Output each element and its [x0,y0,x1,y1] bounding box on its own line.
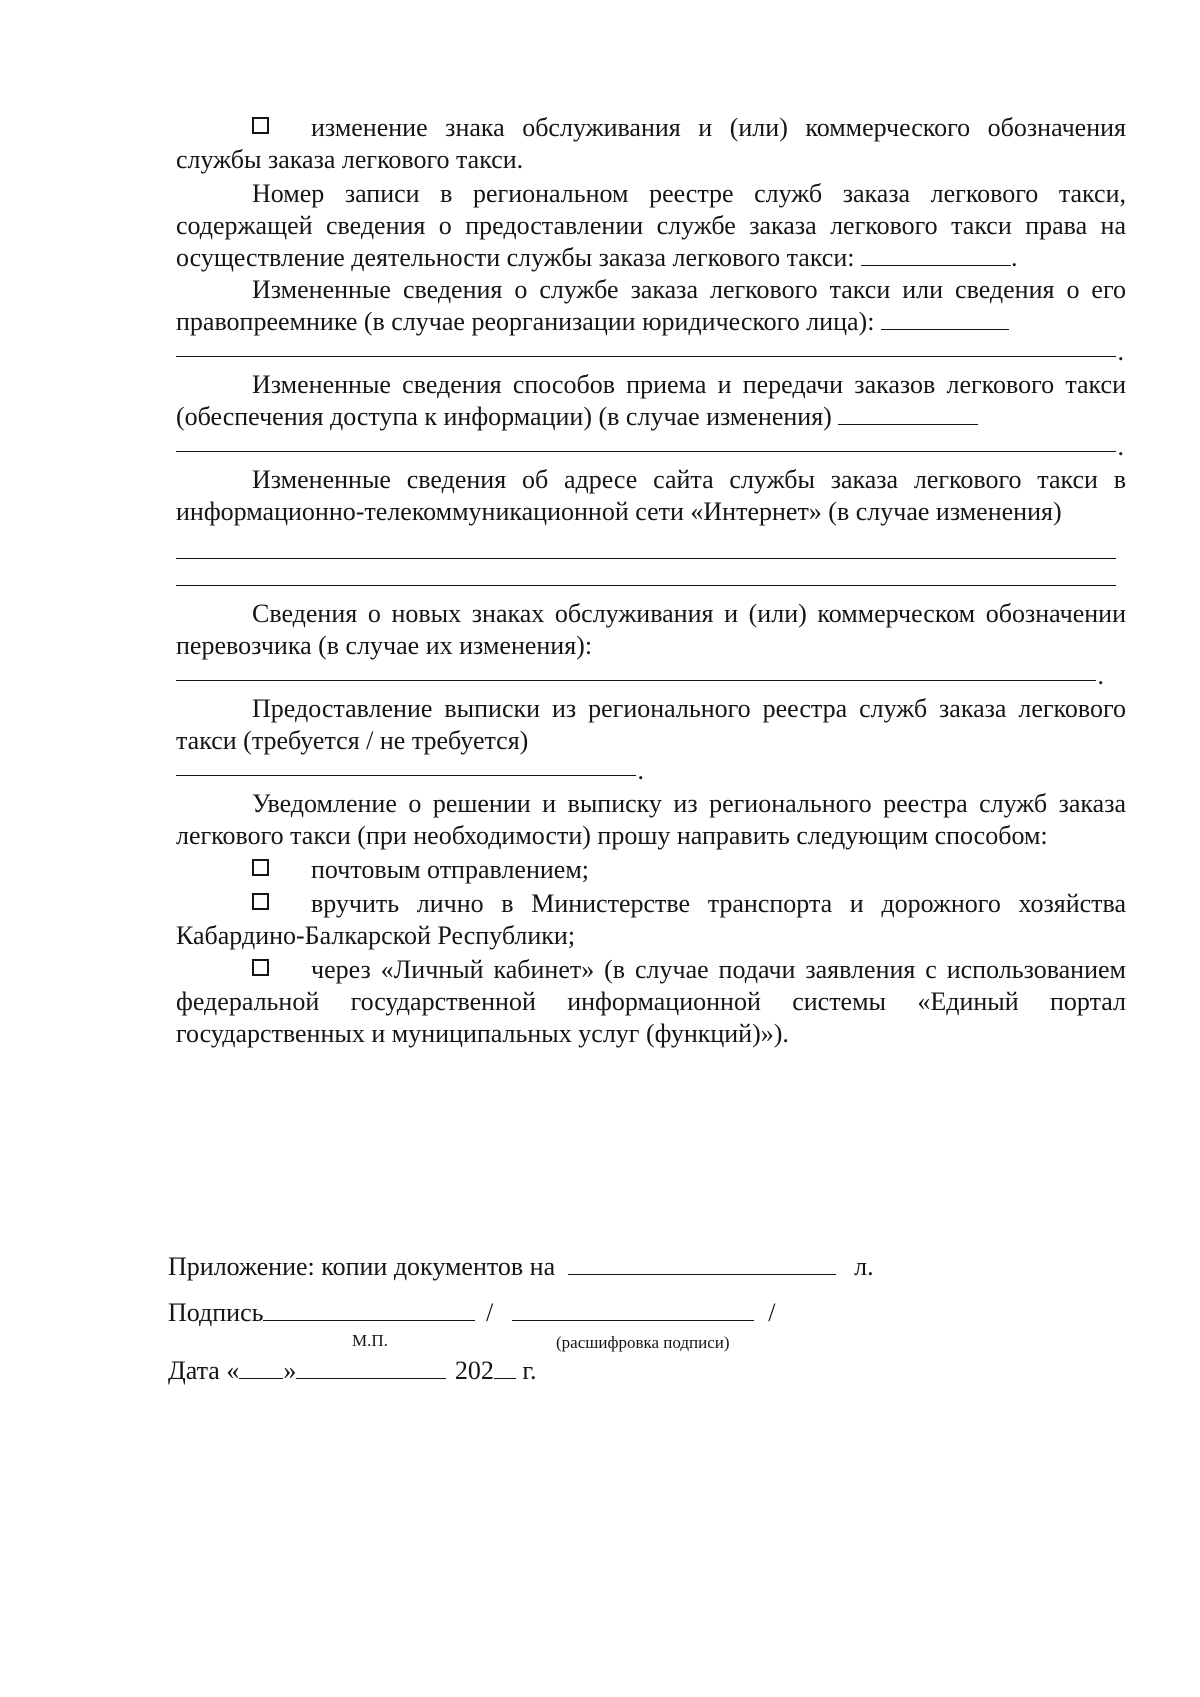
signature-line [168,1298,775,1328]
record-number-field[interactable] [861,243,1011,266]
changed-info-field-start[interactable] [881,307,1009,330]
date-quote-close: » [283,1356,297,1385]
date-year-field[interactable] [494,1356,516,1379]
date-year-suffix: г. [522,1356,537,1385]
date-month-field[interactable] [296,1356,446,1379]
signature-slash-1: / [485,1298,494,1327]
new-marks-field-line[interactable] [176,661,1104,690]
signature-field[interactable] [263,1298,475,1321]
signature-slash-2: / [768,1298,776,1327]
new-marks-paragraph [176,598,1126,662]
changed-methods-text: Измененные сведения способов приема и передачи заказов легкового такси (обеспечения доступа к информации) (в случае изменения) [176,370,1126,431]
extract-field-line[interactable] [176,756,644,785]
extract-period: . [637,756,644,785]
changed-methods-paragraph [176,369,1126,433]
checkbox-change-marks[interactable] [252,117,269,134]
option-mail-text: почтовым отправлением; [311,855,590,884]
changed-info-text: Измененные сведения о службе заказа легкового такси или сведения о его правопреемнике (в случае реорганизации юридического лица): [176,275,1126,336]
new-marks-period: . [1097,661,1104,690]
extract-text: Предоставление выписки из регионального реестра служб заказа легкового такси (требуется / не требуется) [176,694,1126,755]
changed-methods-period: . [1117,432,1124,461]
date-label: Дата « [168,1356,240,1385]
changed-info-field-line[interactable] [176,337,1124,366]
extract-paragraph [176,693,1126,757]
date-day-field[interactable] [239,1356,283,1379]
option-mail [176,854,1126,886]
checkbox-personal[interactable] [252,893,269,910]
option-personal-text: вручить лично в Министерстве транспорта и дорожного хозяйства Кабардино-Балкарской Республики; [176,889,1126,950]
attachment-unit: л. [854,1252,874,1281]
mp-caption: М.П. [352,1331,388,1350]
option-personal [176,888,1126,952]
changed-site-field-line-1[interactable] [176,558,1116,559]
new-marks-text: Сведения о новых знаках обслуживания и (или) коммерческом обозначении перевозчика (в случае их изменения): [176,599,1126,660]
option-cabinet-text: через «Личный кабинет» (в случае подачи заявления с использованием федеральной государственной информационной системы «Единый портал государственных и муниципальных услуг (функций)»). [176,955,1126,1048]
changed-site-field-line-2[interactable] [176,585,1116,586]
changed-methods-field-line[interactable] [176,432,1124,461]
attachment-pages-field[interactable] [568,1252,836,1275]
option-cabinet [176,954,1126,1050]
record-number-period: . [1011,243,1018,272]
changed-site-paragraph [176,464,1126,528]
decode-caption: (расшифровка подписи) [556,1333,730,1352]
option-change-marks-text: изменение знака обслуживания и (или) коммерческого обозначения службы заказа легкового такси. [176,113,1126,174]
document-body [176,112,1126,1050]
checkbox-mail[interactable] [252,859,269,876]
record-number-text: Номер записи в региональном реестре служб заказа легкового такси, содержащей сведения о предоставлении службе заказа легкового такси права на осуществление деятельности службы заказа легкового такси: [176,179,1126,272]
attachment-line [168,1252,874,1282]
attachment-label: Приложение: копии документов на [168,1252,556,1281]
changed-methods-field-start[interactable] [838,402,978,425]
record-number-paragraph [176,178,1126,274]
date-year-prefix: 202 [454,1356,494,1385]
date-line [168,1356,537,1386]
checkbox-cabinet[interactable] [252,959,269,976]
notification-text: Уведомление о решении и выписку из регионального реестра служб заказа легкового такси (при необходимости) прошу направить следующим способом: [176,789,1126,850]
signature-label: Подпись [168,1298,264,1327]
changed-info-period: . [1117,337,1124,366]
changed-info-paragraph [176,274,1126,338]
signature-decode-field[interactable] [512,1298,754,1321]
changed-site-text: Измененные сведения об адресе сайта службы заказа легкового такси в информационно-телекоммуникационной сети «Интернет» (в случае изменения) [176,465,1126,526]
notification-paragraph [176,788,1126,852]
option-change-marks [176,112,1126,176]
